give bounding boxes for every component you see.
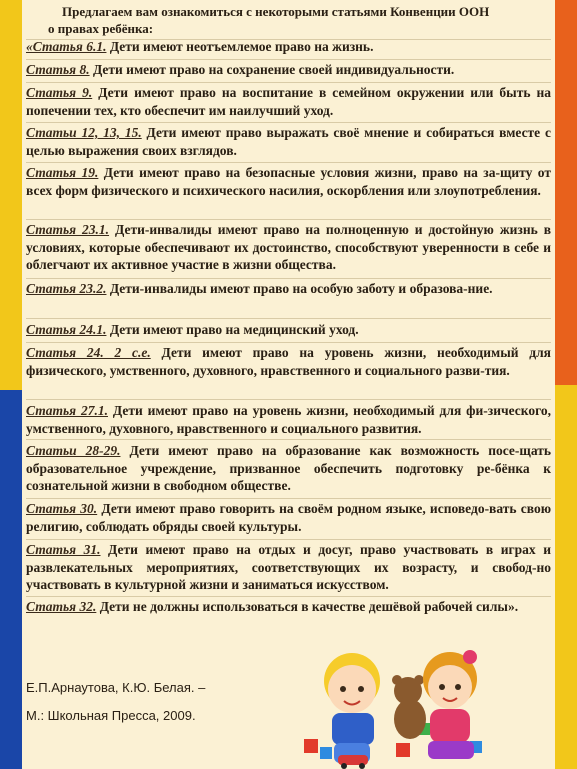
article-text: Дети-инвалиды имеют право на особую заботу и образова-ние. — [106, 281, 493, 296]
article-32 — [26, 598, 551, 616]
girl-face — [428, 665, 472, 709]
article-ref: Статья 31. — [26, 542, 101, 557]
article-31 — [26, 541, 551, 594]
toy-block-red — [304, 739, 318, 753]
article-12-13-15 — [26, 124, 551, 159]
article-8 — [26, 61, 551, 79]
toy-block-red — [396, 743, 410, 757]
intro-heading — [48, 3, 548, 37]
divider — [26, 498, 551, 499]
document-page — [22, 0, 555, 769]
right-yellow-stripe — [555, 385, 577, 769]
credit-authors: Е.П.Арнаутова, К.Ю. Белая. – — [26, 680, 206, 695]
article-text: Дети имеют право на медицинский уход. — [106, 322, 359, 337]
divider — [26, 278, 551, 279]
article-ref: Статья 24. 2 с.е. — [26, 345, 151, 360]
article-ref: Статьи 12, 13, 15. — [26, 125, 142, 140]
article-text: Дети-инвалиды имеют право на полноценную и достойную жизнь в условиях, которые обеспечивают их достоинство, способствуют уверенности в себе и облегчают их активное участие в жизни общества. — [26, 222, 551, 272]
divider — [26, 162, 551, 163]
article-27-1 — [26, 402, 551, 437]
article-ref: Статья 24.1. — [26, 322, 107, 337]
article-text: Дети имеют право на уровень жизни, необходимый для физического, умственного, духовного, нравственного и социального разви-тия. — [26, 345, 551, 378]
left-blue-stripe — [0, 390, 22, 769]
divider — [26, 318, 551, 319]
boy-face — [328, 665, 376, 713]
divider — [26, 539, 551, 540]
article-text: Дети имеют неотъемлемое право на жизнь. — [106, 39, 374, 54]
girl-bow — [463, 650, 477, 664]
intro-line-1: Предлагаем вам ознакомиться с некоторыми статьями Конвенции ООН — [62, 4, 490, 19]
article-text: Дети имеют право на безопасные условия жизни, право на за-щиту от всех форм физического и психического насилия, оскорбления или злоупотребления. — [26, 165, 551, 198]
article-24-2 — [26, 344, 551, 379]
article-text: Дети имеют право на воспитание в семейном окружении или быть на попечении тех, кто обеспечит им наилучший уход. — [26, 85, 552, 118]
girl-dress — [430, 709, 470, 743]
girl-skirt — [428, 741, 474, 759]
article-ref: Статья 23.1. — [26, 222, 110, 237]
divider — [26, 59, 551, 60]
right-orange-stripe — [555, 0, 577, 385]
article-text: Дети имеют право говорить на своём родном языке, исповедо-вать свою религию, соблюдать обряды своей культуры. — [26, 501, 552, 534]
credit-publisher: М.: Школьная Пресса, 2009. — [26, 708, 196, 723]
article-23-1 — [26, 221, 551, 274]
article-text: Дети имеют право на отдых и досуг, право участвовать в играх и развлекательных мероприятиях, соответствующих их возрасту, и свобод-но участвовать в культурной жизни и заниматься искусством. — [26, 542, 551, 592]
divider — [26, 399, 551, 400]
article-text: Дети имеют право выражать своё мнение и собираться вместе с целью выражения своих взглядов. — [26, 125, 551, 158]
article-ref: Статьи 28-29. — [26, 443, 121, 458]
article-ref: Статья 32. — [26, 599, 97, 614]
article-28-29 — [26, 442, 551, 495]
divider — [26, 342, 551, 343]
divider — [26, 82, 551, 83]
article-text: Дети имеют право на сохранение своей индивидуальности. — [89, 62, 455, 77]
divider — [26, 219, 551, 220]
article-23-2 — [26, 280, 551, 298]
article-ref: Статья 23.2. — [26, 281, 107, 296]
article-text: Дети не должны использоваться в качестве дешёвой рабочей силы». — [96, 599, 519, 614]
article-text: Дети имеют право на уровень жизни, необходимый для фи-зического, умственного, духовного, нравственного и социального развития. — [26, 403, 551, 436]
article-ref: «Статья 6.1. — [26, 39, 107, 54]
divider — [26, 596, 551, 597]
article-text: Дети имеют право на образование как возможность посе-щать образовательное учреждение, призванное обеспечить подготовку ре-бёнка к сознательной жизни в свободном обществе. — [26, 443, 551, 493]
article-19 — [26, 164, 551, 199]
divider — [26, 122, 551, 123]
intro-line-2: о правах ребёнка: — [48, 21, 154, 36]
article-9 — [26, 84, 551, 119]
article-ref: Статья 19. — [26, 165, 99, 180]
divider — [26, 439, 551, 440]
boy-shirt — [332, 713, 374, 745]
article-ref: Статья 8. — [26, 62, 90, 77]
article-ref: Статья 30. — [26, 501, 98, 516]
article-ref: Статья 9. — [26, 85, 93, 100]
article-30 — [26, 500, 551, 535]
article-ref: Статья 27.1. — [26, 403, 108, 418]
toy-block-blue — [320, 747, 332, 759]
children-playing-illustration — [300, 643, 490, 769]
article-6-1 — [26, 38, 551, 56]
left-yellow-stripe — [0, 0, 22, 390]
article-24-1 — [26, 321, 551, 339]
